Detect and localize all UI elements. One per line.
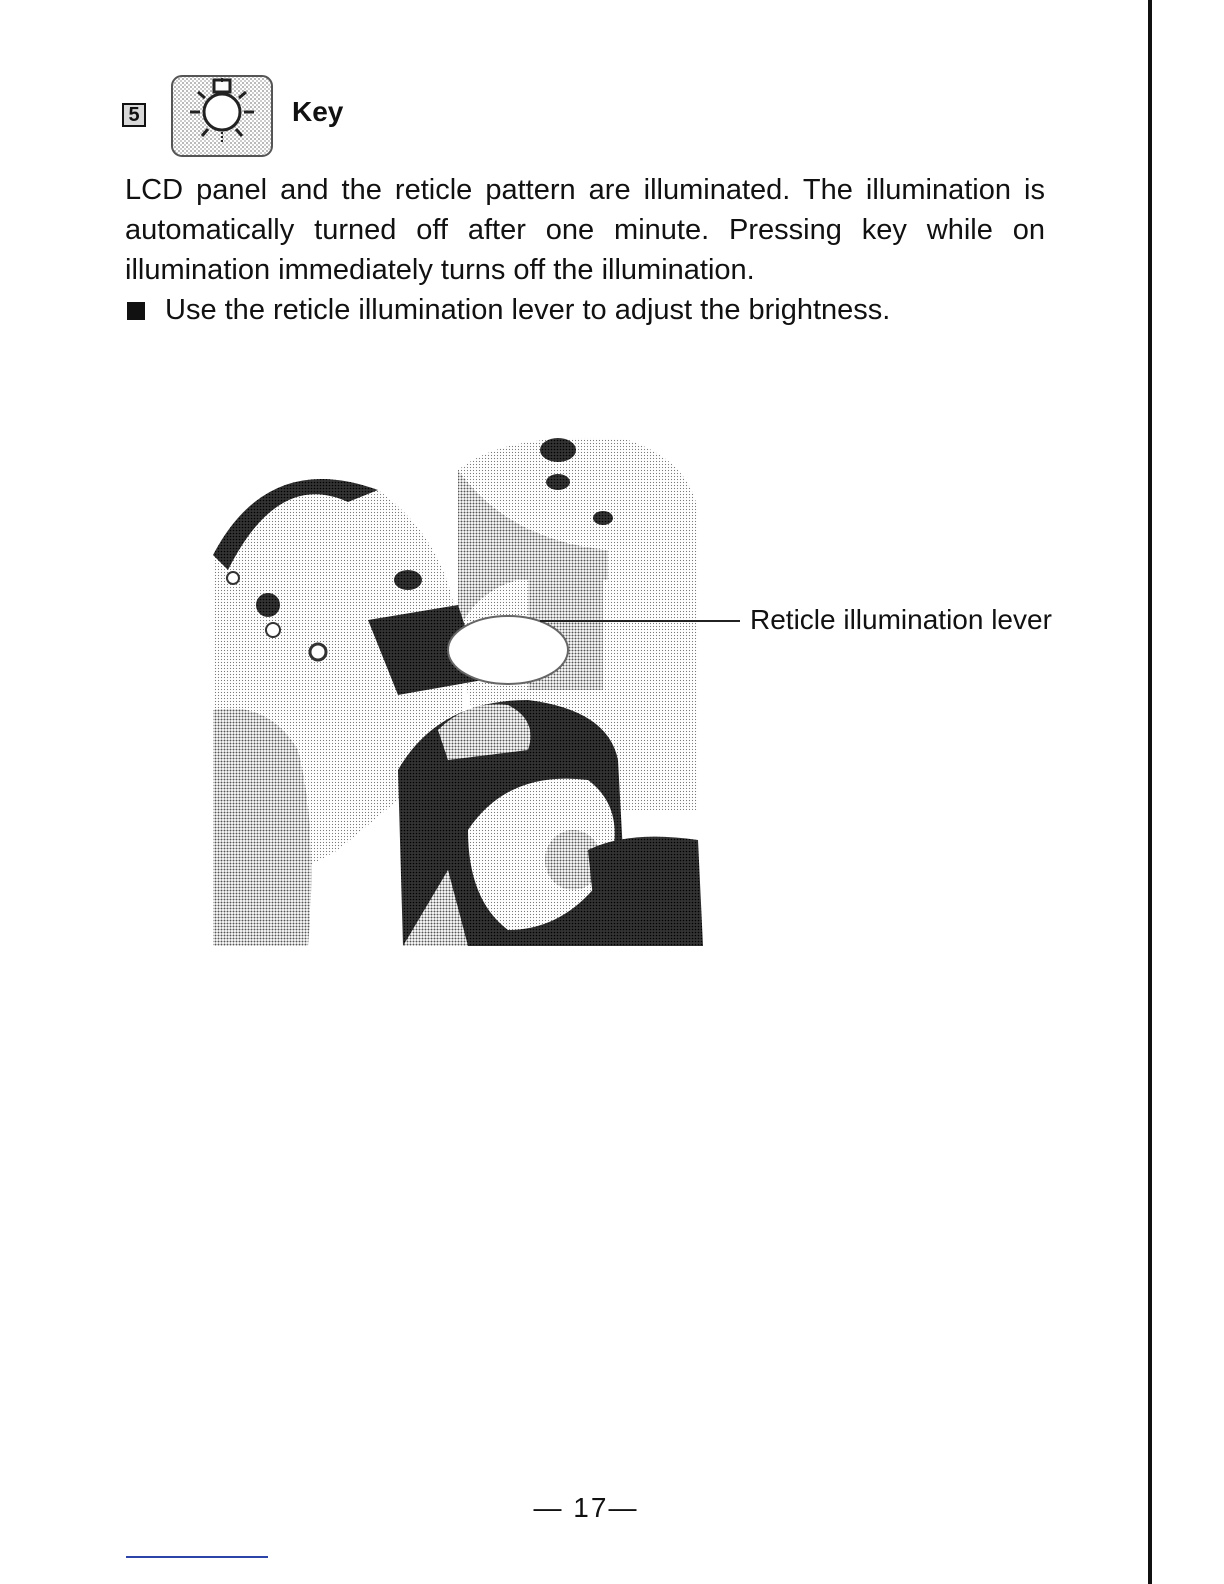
body-text [125,170,1045,330]
bullet-item [125,290,1045,330]
reticle-lever-callout: Reticle illumination lever [750,604,1052,635]
section-title: Key [292,96,344,127]
callout-leader-line [540,620,740,622]
bullet-square-icon [127,302,145,320]
page-edge-rule [1148,0,1152,1584]
page-number: — 17— [533,1492,639,1523]
description-paragraph: LCD panel and the reticle pattern are illuminated. The illumination is automatically turned off after one minute. Pressing key while on illumination immediately turns off the illumination. [125,174,1045,286]
section-number-badge: 5 [122,103,146,127]
bullet-text: Use the reticle illumination lever to adjust the brightness. [165,294,891,326]
footer-underline [126,1556,268,1558]
instrument-photo [208,430,706,946]
illumination-bulb-icon [170,74,274,158]
